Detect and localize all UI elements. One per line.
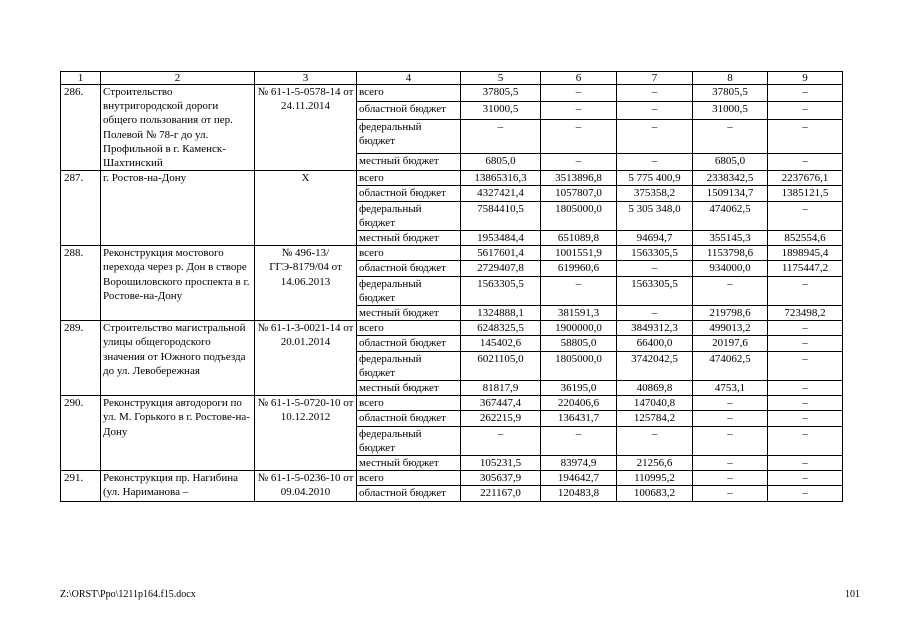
amount-cell: 110995,2 (617, 471, 693, 486)
amount-cell: – (768, 426, 843, 455)
footer-file-path: Z:\ORST\Ppo\1211p164.f15.docx (60, 589, 196, 600)
funding-source: всего (357, 321, 461, 336)
amount-cell: 1175447,2 (768, 261, 843, 276)
funding-source: всего (357, 246, 461, 261)
funding-source: всего (357, 171, 461, 186)
amount-cell: – (541, 426, 617, 455)
amount-cell: 381591,3 (541, 306, 617, 321)
amount-cell: – (617, 306, 693, 321)
amount-cell: – (768, 85, 843, 102)
header-row (61, 72, 843, 85)
amount-cell: – (617, 119, 693, 153)
object-name: Реконструкция автодороги по ул. М. Горького в г. Ростове-на-Дону (101, 396, 255, 471)
amount-cell: 1900000,0 (541, 321, 617, 336)
amount-cell: 2237676,1 (768, 171, 843, 186)
funding-source: всего (357, 396, 461, 411)
amount-cell: – (768, 471, 843, 486)
amount-cell: 1563305,5 (461, 276, 541, 305)
amount-cell: 136431,7 (541, 411, 617, 426)
amount-cell: 1805000,0 (541, 201, 617, 230)
amount-cell: 1509134,7 (693, 186, 768, 201)
amount-cell: 37805,5 (461, 85, 541, 102)
amount-cell: 145402,6 (461, 336, 541, 351)
expertise-doc: № 61-1-3-0021-14 от 20.01.2014 (255, 321, 357, 396)
column-header: 8 (693, 72, 768, 85)
amount-cell: – (768, 119, 843, 153)
amount-cell: – (617, 261, 693, 276)
expertise-doc: № 496-13/ ГГЭ-8179/04 от 14.06.2013 (255, 246, 357, 321)
column-header: 1 (61, 72, 101, 85)
amount-cell: 125784,2 (617, 411, 693, 426)
amount-cell: 4327421,4 (461, 186, 541, 201)
amount-cell: – (768, 411, 843, 426)
item-number: 288. (61, 246, 101, 321)
funding-source: федеральный бюджет (357, 426, 461, 455)
column-header: 3 (255, 72, 357, 85)
budget-table (60, 71, 843, 502)
amount-cell: 194642,7 (541, 471, 617, 486)
amount-cell: 1153798,6 (693, 246, 768, 261)
object-name: Строительство магистральной улицы общегородского значения от Южного подъезда до ул. Левобережная (101, 321, 255, 396)
amount-cell: 305637,9 (461, 471, 541, 486)
amount-cell: 100683,2 (617, 486, 693, 501)
amount-cell: – (541, 85, 617, 102)
expertise-doc: № 61-1-5-0236-10 от 09.04.2010 (255, 471, 357, 501)
funding-source: федеральный бюджет (357, 276, 461, 305)
amount-cell: 1953484,4 (461, 231, 541, 246)
funding-source: всего (357, 471, 461, 486)
amount-cell: 1563305,5 (617, 246, 693, 261)
column-header: 9 (768, 72, 843, 85)
amount-cell: – (768, 321, 843, 336)
amount-cell: 499013,2 (693, 321, 768, 336)
funding-source: федеральный бюджет (357, 351, 461, 380)
amount-cell: 7584410,5 (461, 201, 541, 230)
amount-cell: 1805000,0 (541, 351, 617, 380)
funding-source: областной бюджет (357, 186, 461, 201)
amount-cell: – (617, 153, 693, 170)
amount-cell: 83974,9 (541, 456, 617, 471)
amount-cell: – (768, 153, 843, 170)
amount-cell: – (617, 102, 693, 119)
table-row (61, 471, 843, 486)
amount-cell: 262215,9 (461, 411, 541, 426)
amount-cell: 1385121,5 (768, 186, 843, 201)
amount-cell: 723498,2 (768, 306, 843, 321)
amount-cell: – (541, 276, 617, 305)
amount-cell: 1001551,9 (541, 246, 617, 261)
amount-cell: 36195,0 (541, 381, 617, 396)
table-row (61, 321, 843, 336)
funding-source: местный бюджет (357, 456, 461, 471)
object-name: Строительство внутригородской дороги общего пользования от пер. Полевой № 78-г до ул. Профильной в г. Каменск-Шахтинский (101, 85, 255, 171)
amount-cell: – (461, 119, 541, 153)
amount-cell: – (693, 276, 768, 305)
amount-cell: 105231,5 (461, 456, 541, 471)
amount-cell: 2729407,8 (461, 261, 541, 276)
table-row (61, 85, 843, 102)
amount-cell: 31000,5 (693, 102, 768, 119)
amount-cell: 3849312,3 (617, 321, 693, 336)
item-number: 289. (61, 321, 101, 396)
amount-cell: 81817,9 (461, 381, 541, 396)
table-row (61, 171, 843, 186)
amount-cell: 66400,0 (617, 336, 693, 351)
funding-source: всего (357, 85, 461, 102)
amount-cell: 31000,5 (461, 102, 541, 119)
amount-cell: – (617, 426, 693, 455)
amount-cell: 474062,5 (693, 201, 768, 230)
amount-cell: 852554,6 (768, 231, 843, 246)
amount-cell: 3513896,8 (541, 171, 617, 186)
amount-cell: – (693, 396, 768, 411)
amount-cell: – (461, 426, 541, 455)
amount-cell: 934000,0 (693, 261, 768, 276)
amount-cell: 58805,0 (541, 336, 617, 351)
amount-cell: 651089,8 (541, 231, 617, 246)
amount-cell: 5 305 348,0 (617, 201, 693, 230)
amount-cell: 1057807,0 (541, 186, 617, 201)
amount-cell: 37805,5 (693, 85, 768, 102)
amount-cell: – (768, 102, 843, 119)
object-name: г. Ростов-на-Дону (101, 171, 255, 246)
amount-cell: 6248325,5 (461, 321, 541, 336)
amount-cell: – (693, 119, 768, 153)
funding-source: областной бюджет (357, 102, 461, 119)
funding-source: федеральный бюджет (357, 119, 461, 153)
amount-cell: – (693, 486, 768, 501)
amount-cell: 147040,8 (617, 396, 693, 411)
amount-cell: 375358,2 (617, 186, 693, 201)
amount-cell: 13865316,3 (461, 171, 541, 186)
page-number: 101 (845, 589, 860, 600)
amount-cell: 20197,6 (693, 336, 768, 351)
funding-source: местный бюджет (357, 153, 461, 170)
object-name: Реконструкция мостового перехода через р. Дон в створе Ворошиловского проспекта в г. Ростове-на-Дону (101, 246, 255, 321)
table-row (61, 396, 843, 411)
amount-cell: – (617, 85, 693, 102)
amount-cell: – (693, 426, 768, 455)
table-row (61, 246, 843, 261)
amount-cell: – (768, 201, 843, 230)
column-header: 2 (101, 72, 255, 85)
amount-cell: 1563305,5 (617, 276, 693, 305)
amount-cell: – (768, 456, 843, 471)
amount-cell: – (693, 456, 768, 471)
amount-cell: 94694,7 (617, 231, 693, 246)
amount-cell: 221167,0 (461, 486, 541, 501)
amount-cell: 5 775 400,9 (617, 171, 693, 186)
amount-cell: – (768, 396, 843, 411)
funding-source: федеральный бюджет (357, 201, 461, 230)
funding-source: местный бюджет (357, 381, 461, 396)
amount-cell: – (541, 153, 617, 170)
expertise-doc: Х (255, 171, 357, 246)
amount-cell: 4753,1 (693, 381, 768, 396)
amount-cell: – (768, 351, 843, 380)
amount-cell: 1324888,1 (461, 306, 541, 321)
amount-cell: – (693, 471, 768, 486)
funding-source: областной бюджет (357, 261, 461, 276)
amount-cell: 40869,8 (617, 381, 693, 396)
amount-cell: 219798,6 (693, 306, 768, 321)
amount-cell: – (768, 486, 843, 501)
amount-cell: 367447,4 (461, 396, 541, 411)
column-header: 6 (541, 72, 617, 85)
amount-cell: 355145,3 (693, 231, 768, 246)
amount-cell: 6805,0 (461, 153, 541, 170)
funding-source: областной бюджет (357, 336, 461, 351)
amount-cell: 220406,6 (541, 396, 617, 411)
amount-cell: – (768, 336, 843, 351)
amount-cell: 5617601,4 (461, 246, 541, 261)
item-number: 290. (61, 396, 101, 471)
item-number: 286. (61, 85, 101, 171)
amount-cell: – (541, 102, 617, 119)
amount-cell: 6805,0 (693, 153, 768, 170)
funding-source: областной бюджет (357, 486, 461, 501)
amount-cell: 619960,6 (541, 261, 617, 276)
column-header: 5 (461, 72, 541, 85)
funding-source: областной бюджет (357, 411, 461, 426)
amount-cell: 474062,5 (693, 351, 768, 380)
amount-cell: 120483,8 (541, 486, 617, 501)
amount-cell: 21256,6 (617, 456, 693, 471)
amount-cell: – (693, 411, 768, 426)
amount-cell: 2338342,5 (693, 171, 768, 186)
amount-cell: – (768, 381, 843, 396)
amount-cell: 3742042,5 (617, 351, 693, 380)
amount-cell: 1898945,4 (768, 246, 843, 261)
object-name: Реконструкция пр. Нагибина (ул. Нариманова – (101, 471, 255, 501)
amount-cell: – (768, 276, 843, 305)
expertise-doc: № 61-1-5-0720-10 от 10.12.2012 (255, 396, 357, 471)
column-header: 7 (617, 72, 693, 85)
amount-cell: – (541, 119, 617, 153)
item-number: 287. (61, 171, 101, 246)
funding-source: местный бюджет (357, 231, 461, 246)
amount-cell: 6021105,0 (461, 351, 541, 380)
column-header: 4 (357, 72, 461, 85)
funding-source: местный бюджет (357, 306, 461, 321)
expertise-doc: № 61-1-5-0578-14 от 24.11.2014 (255, 85, 357, 171)
item-number: 291. (61, 471, 101, 501)
